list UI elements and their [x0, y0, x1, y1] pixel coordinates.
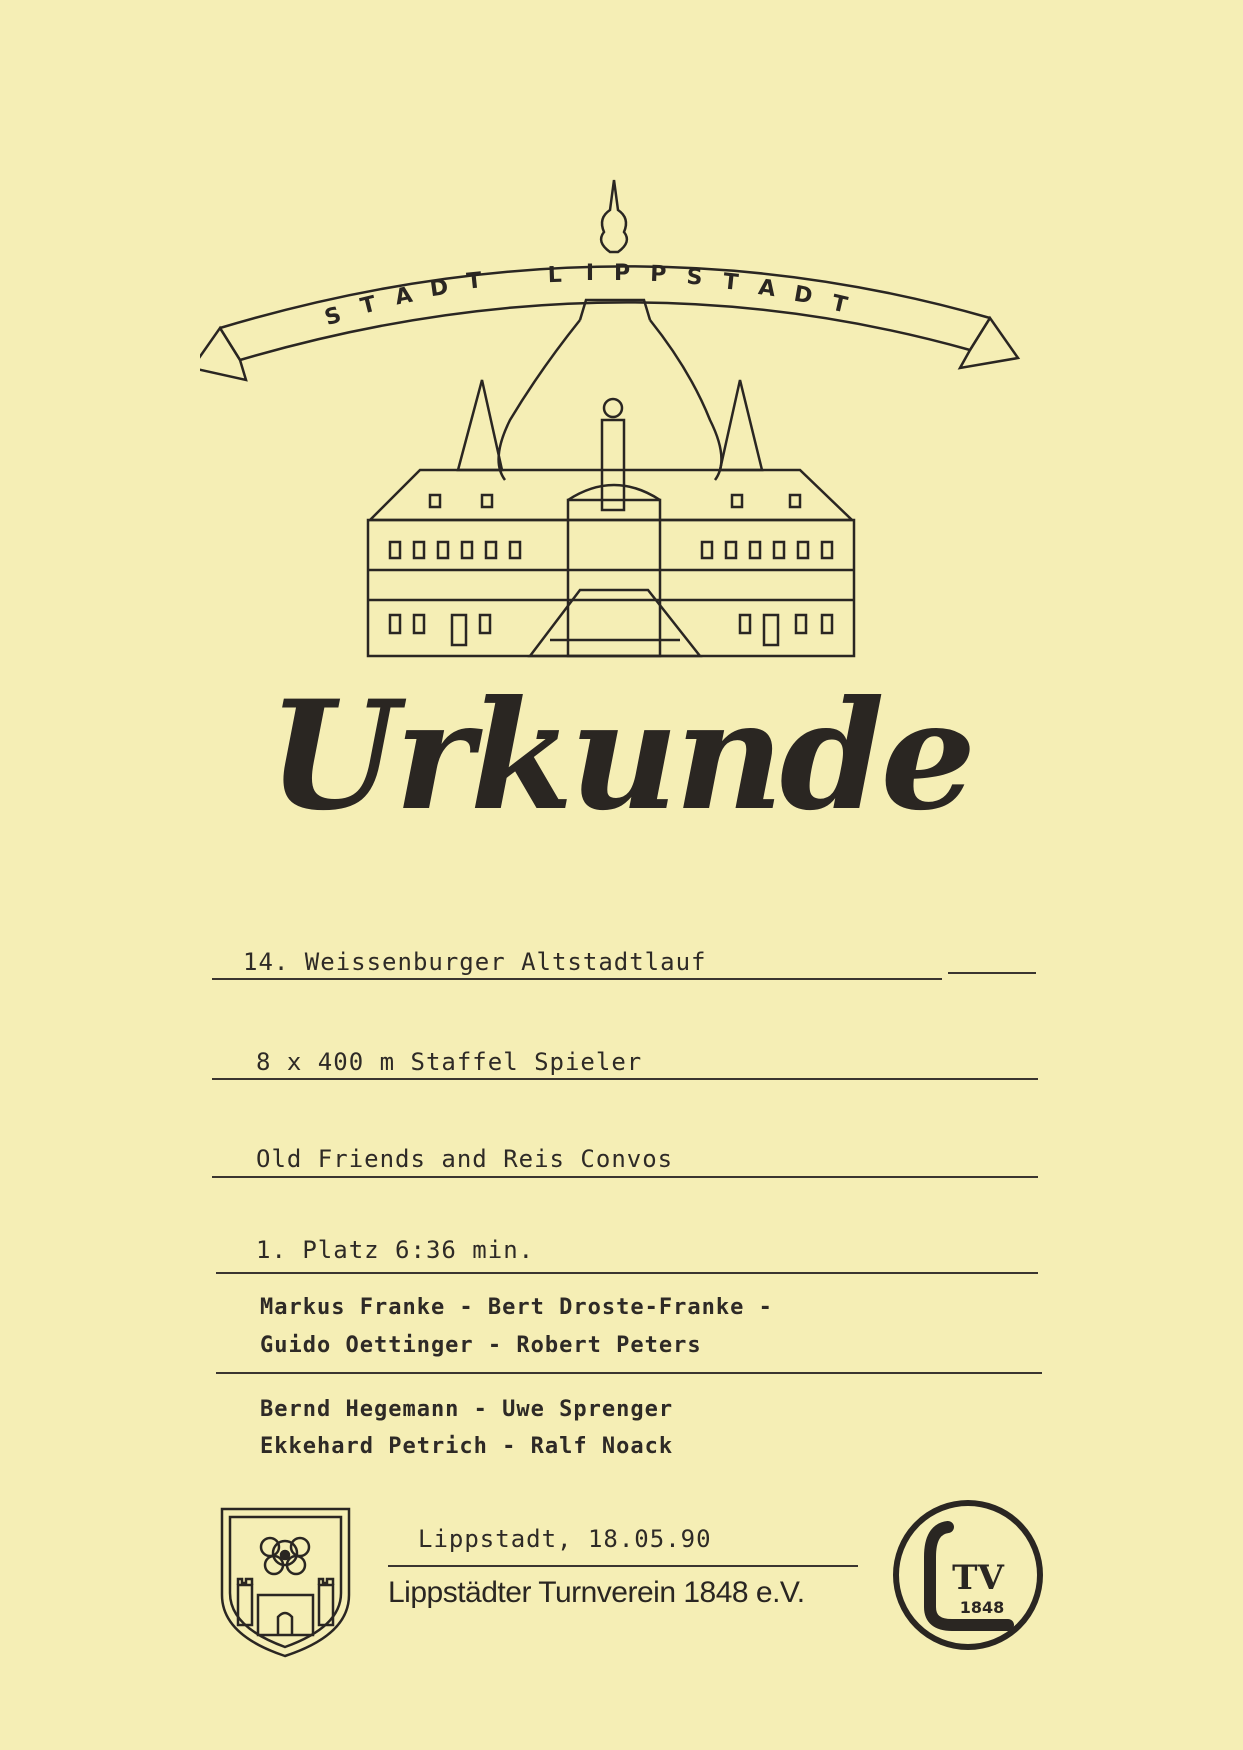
banner-letter: D — [428, 274, 450, 303]
banner-letter: A — [393, 282, 415, 311]
banner-letter: D — [791, 281, 815, 310]
event-underline — [212, 978, 942, 980]
lippstadt-coat-of-arms-icon — [218, 1505, 353, 1660]
team-underline — [212, 1176, 1038, 1178]
result-underline — [216, 1272, 1038, 1274]
discipline-underline — [212, 1078, 1038, 1080]
banner-letter: P — [613, 261, 631, 286]
banner-letter: T — [721, 269, 740, 296]
event-underline-short — [948, 972, 1036, 974]
banner-letter: T — [829, 290, 850, 319]
banner-letter: L — [547, 262, 563, 289]
discipline: 8 x 400 m Staffel Spieler — [256, 1048, 643, 1076]
place-and-date: Lippstadt, 18.05.90 — [418, 1525, 712, 1553]
banner-letter: S — [685, 264, 704, 291]
club-name: Lippstädter Turnverein 1848 e.V. — [388, 1576, 805, 1609]
member-line-4: Ekkehard Petrich - Ralf Noack — [260, 1434, 674, 1459]
title-text: Urkunde — [267, 680, 973, 844]
town-hall-emblem — [200, 170, 1040, 710]
result: 1. Platz 6:36 min. — [256, 1236, 535, 1264]
members-divider — [216, 1372, 1042, 1374]
team-name: Old Friends and Reis Convos — [256, 1145, 674, 1173]
banner-letter: T — [358, 291, 379, 320]
ltv-club-logo-icon — [890, 1497, 1046, 1653]
banner-letter: T — [465, 268, 484, 295]
banner-letter: A — [756, 274, 778, 303]
member-line-2: Guido Oettinger - Robert Peters — [260, 1333, 702, 1358]
certificate-title — [230, 680, 1010, 860]
banner-letter: S — [321, 302, 345, 332]
banner-letter: P — [649, 261, 667, 288]
banner-letter: I — [585, 261, 595, 286]
member-line-1: Markus Franke - Bert Droste-Franke - — [260, 1295, 773, 1320]
event-name: 14. Weissenburger Altstadtlauf — [243, 948, 707, 976]
signature-line — [388, 1565, 858, 1567]
member-line-3: Bernd Hegemann - Uwe Sprenger — [260, 1397, 674, 1422]
ltv-logo-letters: TV — [952, 1558, 1004, 1598]
ltv-logo-year: 1848 — [959, 1598, 1005, 1617]
